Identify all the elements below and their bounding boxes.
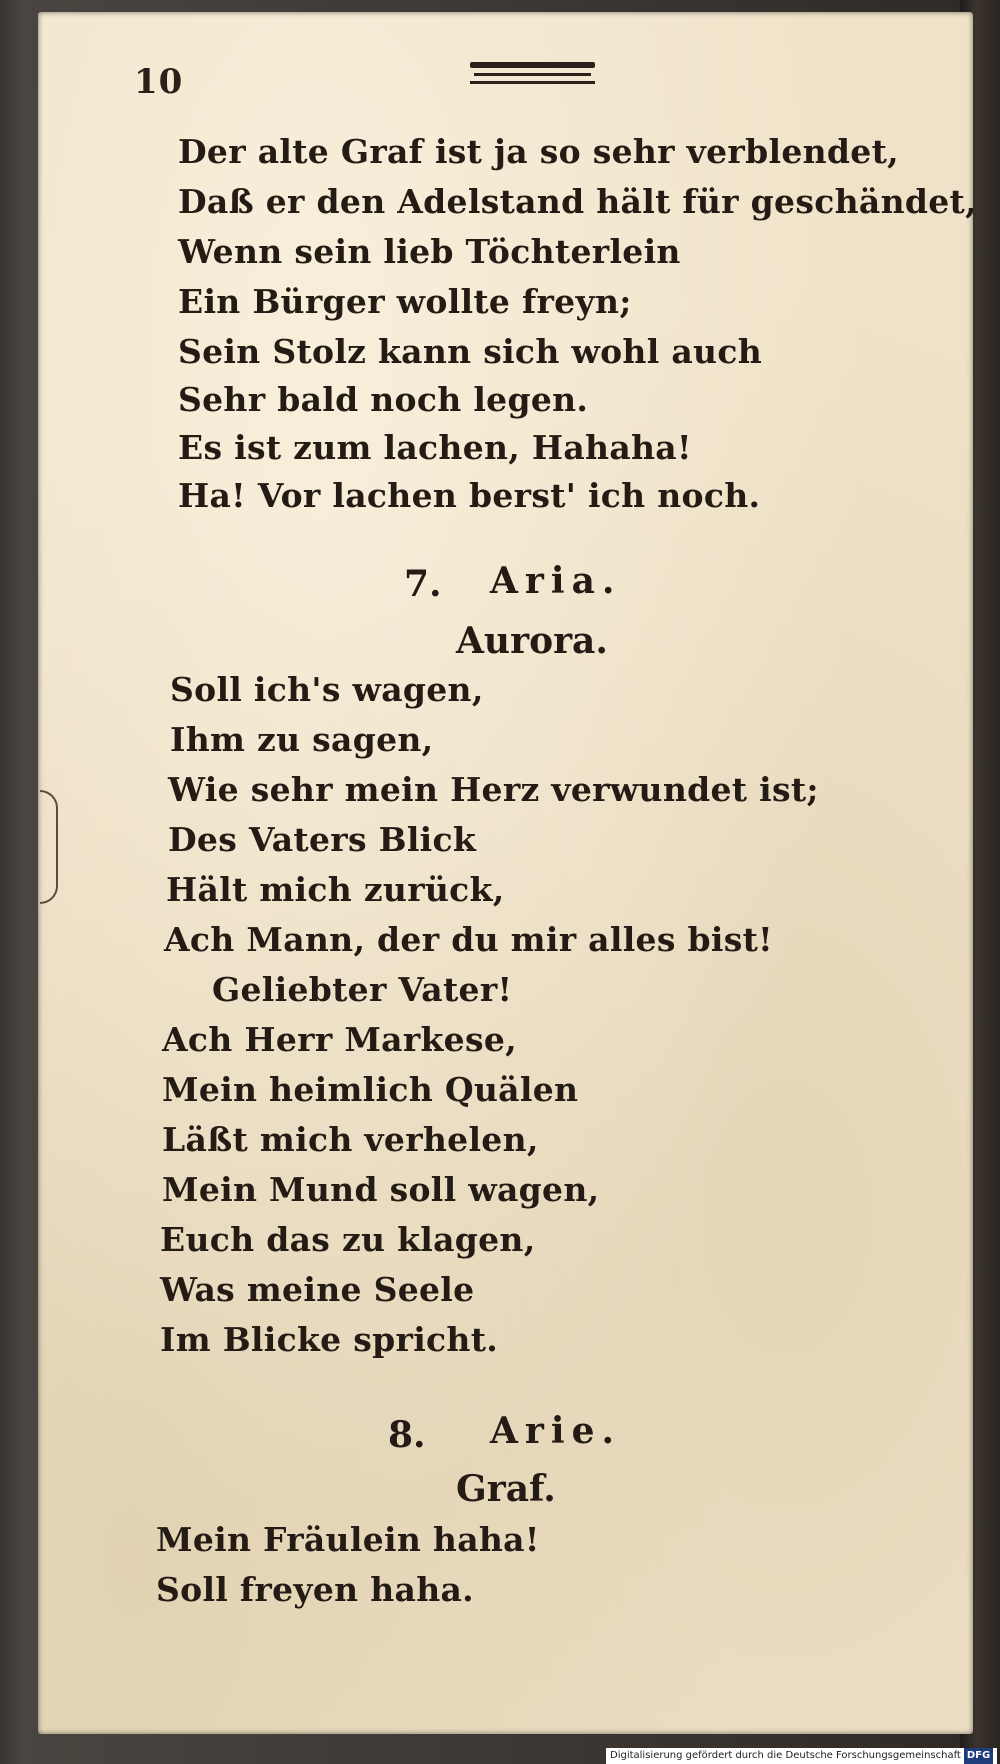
stanza1-line: Ein Bürger wollte freyn; [178,282,632,321]
double-rule-icon [470,62,595,84]
digitization-credit-text: Digitalisierung gefördert durch die Deutsche Forschungsgemeinschaft [610,1750,961,1761]
aria7-line: Mein Mund soll wagen, [162,1170,600,1209]
aria7-line: Mein heimlich Quälen [162,1070,579,1109]
aria7-singer: Aurora. [456,620,608,662]
aria7-line: Wie sehr mein Herz verwundet ist; [168,770,819,809]
stanza1-line: Der alte Graf ist ja so sehr verblendet, [178,132,899,171]
aria7-line: Geliebter Vater! [212,970,513,1009]
aria8-line: Mein Fräulein haha! [156,1520,540,1559]
dfg-logo: DFG [964,1748,993,1764]
aria8-title: Arie. [490,1410,622,1452]
aria8-line: Soll freyen haha. [156,1570,474,1609]
aria8-number: 8. [388,1414,426,1456]
stanza1-line: Daß er den Adelstand hält für geschändet, [178,182,977,221]
aria7-line: Läßt mich verhelen, [162,1120,539,1159]
aria7-line: Euch das zu klagen, [160,1220,536,1259]
digitization-credit [606,1748,997,1764]
aria7-line: Ach Mann, der du mir alles bist! [164,920,773,959]
stanza1-line: Sehr bald noch legen. [178,380,589,419]
aria7-title: Aria. [490,560,622,602]
aria7-line: Im Blicke spricht. [160,1320,499,1359]
page-number: 10 [134,62,184,102]
stanza1-line: Ha! Vor lachen berst' ich noch. [178,476,761,515]
aria7-line: Ihm zu sagen, [170,720,434,759]
stanza1-line: Sein Stolz kann sich wohl auch [178,332,763,371]
aria7-line: Was meine Seele [160,1270,475,1309]
aria7-line: Ach Herr Markese, [162,1020,517,1059]
aria8-singer: Graf. [456,1468,556,1510]
stanza1-line: Wenn sein lieb Töchterlein [178,232,681,271]
aria7-line: Des Vaters Blick [168,820,477,859]
aria7-line: Hält mich zurück, [166,870,505,909]
aria7-number: 7. [404,563,442,605]
stanza1-line: Es ist zum lachen, Hahaha! [178,428,692,467]
aria7-line: Soll ich's wagen, [170,670,484,709]
binding-tab-mark [40,790,58,904]
